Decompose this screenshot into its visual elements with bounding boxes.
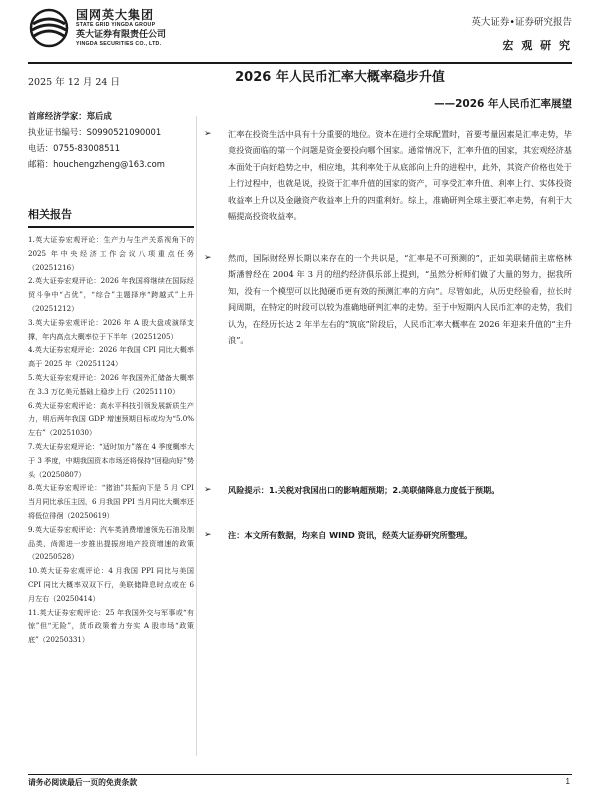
page-number: 1 (565, 777, 570, 786)
risk-text: 风险提示：1.关税对我国出口的影响超预期；2.美联储降息力度低于预期。 (228, 485, 500, 495)
sidebar (28, 108, 194, 647)
footer-disclaimer: 请务必阅读最后一页的免责条款 (28, 778, 138, 787)
logo-group-name-en: STATE GRID YINGDA GROUP (76, 22, 156, 28)
analyst-email[interactable]: 邮箱：houchengzheng@163.com (28, 159, 165, 169)
related-report-item[interactable]: 9.英大证券宏观评论：汽车类消费增速领先石油及制品类，尚需进一步推出提振房地产投资增速的政策（20250528） (28, 524, 194, 562)
body-paragraph-1 (204, 126, 572, 224)
report-date: 2025 年 12 月 24 日 (28, 77, 120, 88)
related-report-item[interactable]: 4.英大证券宏观评论：2026 年我国 CPI 同比大概率高于 2025 年（20251124） (28, 345, 194, 369)
analyst-name: 首席经济学家：郑后成 (28, 111, 112, 121)
bullet-arrow-icon: ➢ (204, 530, 212, 540)
analyst-phone: 电话：0755-83008511 (28, 143, 121, 153)
related-report-item[interactable]: 8.英大证券宏观评论：“猪油”共振向下是 5 月 CPI 当月同比承压主因，6 月我国 PPI 当月同比大概率还将低位徘徊（20250619） (28, 483, 194, 520)
body-paragraph-2 (204, 250, 572, 348)
bullet-arrow-icon: ➢ (204, 129, 212, 139)
report-subtitle: ——2026 年人民币汇率展望 (434, 98, 572, 110)
report-series: 英大证券•证券研究报告 (471, 17, 572, 28)
data-note (204, 527, 572, 543)
report-title: 2026 年人民币汇率大概率稳步升值 (235, 70, 445, 85)
company-logo (28, 8, 166, 48)
bullet-arrow-icon: ➢ (204, 485, 212, 495)
related-reports-title: 相关报告 (28, 206, 194, 228)
related-report-item[interactable]: 6.英大证券宏观评论：高水平科技引领发展新质生产力，明后两年我国 GDP 增速预期目标或均为“5.0%左右”（20251030） (28, 400, 194, 438)
related-report-item[interactable]: 5.英大证券宏观评论：2026 年我国外汇储备大概率在 3.3 万亿美元基础上稳步上行（20251110） (28, 372, 194, 396)
related-report-item[interactable]: 2.英大证券宏观评论：2026 年我国将继续在国际经贸斗争中“占优”，“综合”主题择序“跨越式”上升（20251212） (28, 276, 194, 313)
paragraph-text: 然而，国际财经界长期以来存在的一个共识是，“汇率是不可预测的”，正如美联储前主席格林斯潘曾经在 2004 年 3 月的纽约经济俱乐部上提到，“虽然分析师们做了大量的努力，据我所知，没有一个模型可以比抛硬币更有效的预测汇率的方向”。尽管如此，从历史经验看，拉长时间周期，在特定的时段可以较为准确地研判汇率的走势。至于中短期内人民币汇率的走势，我们认为，在经历长达 2 年半左右的“筑底”阶段后，人民币汇率大概率在 2026 年迎来升值的“主升浪”。 (228, 253, 572, 346)
report-category: 宏 观 研 究 (502, 39, 572, 52)
related-report-item[interactable]: 7.英大证券宏观评论：“适时加力”落在 4 季度概率大于 3 季度，中期我国资本市场还将保持“回稳向好”势头（20250807） (28, 441, 194, 479)
logo-company-name: 英大证券有限责任公司 (76, 30, 167, 40)
page-header (0, 0, 600, 68)
related-report-item[interactable]: 1.英大证券宏观评论：生产力与生产关系视角下的 2025 年中央经济工作会议八项重点任务（20251216） (28, 235, 194, 272)
logo-group-name: 国网英大集团 (76, 8, 155, 22)
logo-company-name-en: YINGDA SECURITIES CO., LTD. (76, 41, 162, 47)
state-grid-logo-icon (28, 8, 70, 48)
related-report-item[interactable]: 11.英大证券宏观评论：25 年我国外交与军事或“有惊”但“无险”，货币政策着力夯实 A 股市场“政策底”（20250331） (28, 607, 194, 645)
related-reports-list (28, 233, 194, 647)
risk-warning (204, 482, 572, 498)
analyst-info (28, 108, 194, 172)
note-text: 注：本文所有数据，均来自 WIND 资讯，经英大证券研究所整理。 (228, 530, 473, 540)
related-report-item[interactable]: 3.英大证券宏观评论：2026 年 A 股大盘或演绎支撑，年内高点大概率位于下半年（20251205） (28, 317, 194, 341)
analyst-cert: 执业证书编号：S0990521090001 (28, 127, 162, 137)
bullet-arrow-icon: ➢ (204, 253, 212, 263)
header-divider (28, 62, 572, 64)
paragraph-text: 汇率在投资生活中具有十分重要的地位。资本在进行全球配置时，首要考量因素是汇率走势，毕竟投资面临的第一个问题是资金要投向哪个国家。通常情况下，汇率升值的国家，其宏观经济基本面处于向好趋势之中，相应地，其利率处于从底部向上升的进程中，此外，其资产价格也处于上行过程中，也就是说，投资于汇率升值的国家的资产，可享受汇率升值、利率上行、实体投资收益率上升以及金融资产收益率上升的四重利好。综上，准确研判全球主要汇率走势，有利于大幅提高投资收益率。 (228, 129, 572, 222)
column-divider (196, 116, 197, 756)
related-report-item[interactable]: 10.英大证券宏观评论：4 月我国 PPI 同比与美国 CPI 同比大概率双双下行，美联储降息时点或在 6 月左右（20250414） (28, 566, 194, 603)
footer-divider (28, 774, 572, 775)
